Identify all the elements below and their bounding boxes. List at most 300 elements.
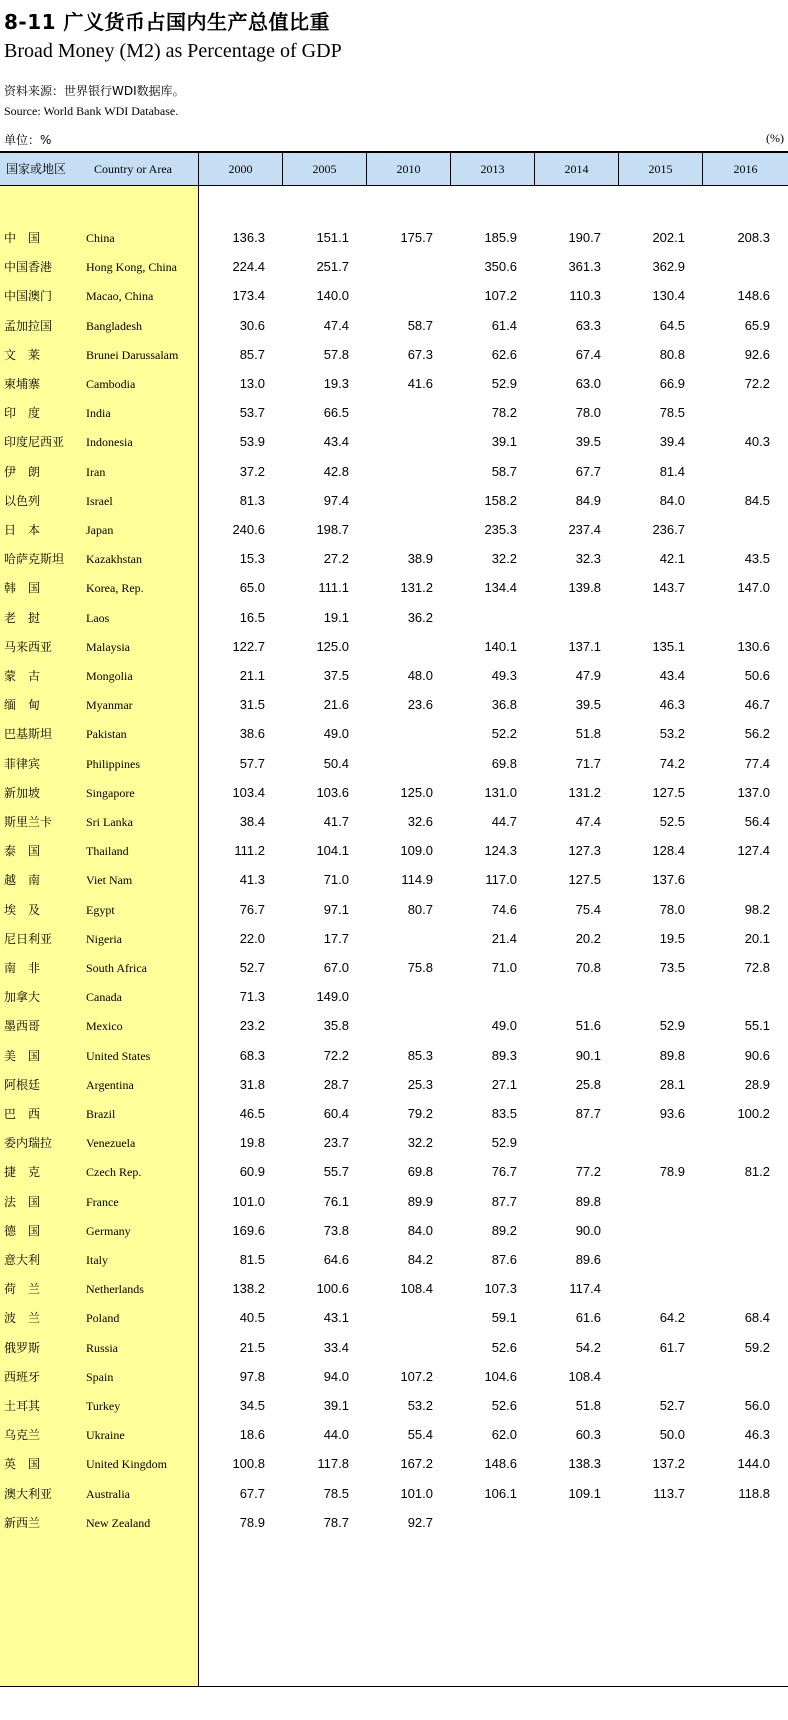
value-cell-2010: 85.3 [407, 1047, 433, 1063]
value-cell-2015: 128.4 [652, 843, 685, 859]
value-cell-2013: 89.2 [491, 1222, 517, 1238]
country-name-en: Brunei Darussalam [86, 347, 179, 362]
country-name-en: Bangladesh [86, 318, 142, 333]
value-cell-2005: 97.4 [323, 492, 349, 508]
value-cell-2013: 62.6 [491, 346, 517, 362]
value-cell-2014: 108.4 [568, 1368, 601, 1384]
value-cell-2010: 107.2 [400, 1368, 433, 1384]
country-name-cn: 以色列 [4, 493, 41, 508]
value-cell-2010: 69.8 [407, 1164, 433, 1180]
value-cell-2005: 64.6 [323, 1252, 349, 1267]
value-cell-2010: 32.6 [407, 814, 433, 829]
country-name-cn: 印度尼西亚 [4, 435, 65, 450]
value-cell-2016: 50.6 [744, 668, 770, 683]
value-cell-2014: 77.2 [575, 1164, 601, 1180]
value-cell-2005: 251.7 [316, 259, 349, 275]
country-name-cn: 日 本 [4, 523, 41, 537]
value-cell-2000: 173.4 [232, 288, 265, 304]
value-cell-2013: 32.2 [491, 551, 517, 567]
country-name-cn: 越 南 [4, 873, 41, 888]
country-name-cn: 加拿大 [4, 990, 41, 1005]
value-cell-2005: 27.2 [323, 551, 349, 567]
value-cell-2000: 40.5 [239, 1310, 265, 1326]
value-cell-2015: 78.9 [659, 1164, 685, 1180]
country-name-en: Argentina [86, 1077, 134, 1092]
country-name-cn: 伊 朗 [4, 464, 41, 479]
country-name-cn: 哈萨克斯坦 [4, 552, 65, 567]
country-name-en: Kazakhstan [86, 552, 142, 567]
country-name-cn: 捷 克 [4, 1165, 41, 1180]
value-cell-2010: 55.4 [407, 1427, 433, 1443]
value-cell-2010: 92.7 [407, 1514, 433, 1530]
country-name-cn: 美 国 [4, 1048, 41, 1063]
value-cell-2013: 131.0 [484, 784, 517, 800]
value-cell-2000: 23.2 [239, 1018, 265, 1034]
value-cell-2005: 103.6 [316, 784, 349, 800]
value-cell-2010: 48.0 [407, 668, 433, 683]
value-cell-2016: 84.5 [744, 492, 770, 508]
table-row [0, 1273, 788, 1305]
value-cell-2005: 28.7 [323, 1076, 349, 1092]
value-cell-2010: 125.0 [400, 784, 433, 800]
country-name-en: Poland [86, 1311, 120, 1326]
country-name-cn: 德 国 [4, 1223, 41, 1238]
value-cell-2005: 111.1 [318, 580, 349, 596]
value-cell-2005: 117.8 [317, 1456, 349, 1472]
value-cell-2016: 144.0 [737, 1456, 770, 1472]
value-cell-2010: 108.4 [400, 1281, 433, 1297]
country-name-en: Ukraine [86, 1428, 125, 1443]
value-cell-2010: 23.6 [407, 697, 433, 713]
value-cell-2010: 79.2 [407, 1106, 433, 1121]
value-cell-2016: 55.1 [744, 1018, 770, 1034]
table-row [0, 222, 788, 254]
table-bottom-rule [0, 1686, 788, 1687]
value-cell-2014: 51.8 [575, 1398, 601, 1413]
table-row [0, 514, 788, 546]
value-cell-2016: 40.3 [744, 434, 770, 450]
country-name-cn: 阿根廷 [4, 1077, 41, 1092]
value-cell-2000: 138.2 [232, 1281, 265, 1297]
value-cell-2010: 53.2 [407, 1398, 433, 1413]
value-cell-2013: 89.3 [491, 1047, 517, 1063]
value-cell-2005: 66.5 [323, 405, 349, 421]
table-row [0, 1069, 788, 1101]
value-cell-2010: 25.3 [407, 1076, 433, 1092]
value-cell-2014: 90.0 [575, 1222, 601, 1238]
value-cell-2014: 63.3 [575, 317, 601, 333]
table-row [0, 660, 788, 692]
value-cell-2015: 52.9 [659, 1018, 685, 1034]
value-cell-2013: 74.6 [491, 901, 517, 917]
country-name-cn: 澳大利亚 [4, 1486, 53, 1501]
value-cell-2015: 127.5 [652, 784, 685, 800]
country-name-en: Iran [86, 464, 106, 479]
value-cell-2000: 67.7 [239, 1485, 265, 1501]
value-cell-2010: 114.9 [401, 872, 433, 888]
value-cell-2005: 43.4 [323, 434, 349, 450]
value-cell-2016: 147.0 [737, 580, 770, 596]
value-cell-2014: 70.8 [575, 960, 601, 975]
table-row [0, 1156, 788, 1188]
value-cell-2013: 39.1 [491, 434, 517, 450]
value-cell-2000: 34.5 [239, 1398, 265, 1413]
table-row [0, 485, 788, 517]
country-name-en: Korea, Rep. [86, 581, 144, 596]
table-row [0, 777, 788, 809]
value-cell-2005: 55.7 [323, 1164, 349, 1180]
value-cell-2015: 84.0 [659, 492, 685, 508]
table-row [0, 1302, 788, 1334]
country-name-en: Japan [86, 523, 114, 537]
header-country-cn: 国家或地区 [6, 162, 67, 176]
source-note-en: Source: World Bank WDI Database. [4, 104, 179, 118]
country-name-cn: 土耳其 [4, 1399, 41, 1413]
country-name-en: New Zealand [86, 1515, 151, 1530]
country-name-cn: 中 国 [4, 231, 41, 245]
table-row [0, 806, 788, 838]
value-cell-2005: 100.6 [316, 1281, 349, 1297]
value-cell-2016: 68.4 [744, 1310, 770, 1326]
value-cell-2010: 167.2 [400, 1456, 433, 1472]
value-cell-2013: 124.3 [484, 843, 517, 859]
value-cell-2005: 94.0 [323, 1368, 349, 1384]
country-name-cn: 印 度 [4, 406, 41, 421]
country-name-en: Mexico [86, 1019, 123, 1034]
table-row [0, 339, 788, 371]
value-cell-2005: 39.1 [323, 1398, 349, 1413]
value-cell-2016: 90.6 [744, 1047, 770, 1063]
header-year-2010: 2010 [367, 153, 451, 185]
value-cell-2000: 16.5 [239, 609, 265, 625]
country-name-cn: 老 挝 [4, 610, 41, 625]
country-name-en: United States [86, 1048, 151, 1063]
value-cell-2000: 97.8 [239, 1368, 265, 1384]
table-row [0, 602, 788, 634]
value-cell-2013: 140.1 [484, 638, 517, 654]
country-name-cn: 荷 兰 [4, 1282, 41, 1297]
value-cell-2014: 127.3 [568, 843, 601, 859]
country-name-en: Egypt [86, 902, 115, 917]
value-cell-2014: 39.5 [575, 434, 601, 450]
value-cell-2014: 138.3 [568, 1456, 601, 1472]
value-cell-2000: 53.7 [239, 405, 265, 421]
country-name-cn: 意大利 [4, 1253, 41, 1267]
value-cell-2014: 361.3 [568, 259, 601, 275]
value-cell-2014: 139.8 [568, 580, 601, 596]
value-cell-2016: 20.1 [744, 930, 770, 946]
value-cell-2013: 52.9 [491, 1135, 517, 1151]
value-cell-2016: 59.2 [744, 1339, 770, 1355]
value-cell-2015: 53.2 [659, 726, 685, 742]
unit-label-pct: (%) [766, 131, 784, 145]
country-name-en: Viet Nam [86, 873, 133, 888]
value-cell-2015: 137.6 [652, 872, 685, 888]
value-cell-2013: 36.8 [491, 697, 517, 713]
country-name-cn: 巴基斯坦 [4, 727, 53, 742]
value-cell-2000: 122.7 [232, 638, 265, 654]
country-name-en: Canada [86, 990, 122, 1005]
value-cell-2005: 21.6 [323, 697, 349, 713]
value-cell-2014: 127.5 [568, 872, 601, 888]
value-cell-2000: 240.6 [232, 522, 265, 537]
value-cell-2000: 224.4 [232, 259, 265, 275]
value-cell-2016: 56.4 [744, 814, 770, 829]
value-cell-2000: 19.8 [239, 1135, 265, 1151]
value-cell-2000: 52.7 [239, 960, 265, 975]
country-name-cn: 泰 国 [4, 844, 41, 859]
value-cell-2016: 77.4 [744, 755, 770, 771]
value-cell-2013: 49.0 [491, 1018, 517, 1034]
country-name-cn: 墨西哥 [4, 1019, 41, 1034]
value-cell-2013: 69.8 [491, 755, 517, 771]
value-cell-2015: 61.7 [659, 1339, 685, 1355]
value-cell-2015: 50.0 [659, 1427, 685, 1443]
header-year-2005: 2005 [283, 153, 367, 185]
country-name-cn: 巴 西 [4, 1107, 41, 1121]
value-cell-2014: 25.8 [575, 1076, 601, 1092]
value-cell-2013: 104.6 [484, 1368, 517, 1384]
value-cell-2000: 38.6 [239, 726, 265, 742]
value-cell-2010: 109.0 [400, 843, 433, 859]
value-cell-2015: 43.4 [659, 668, 685, 683]
value-cell-2000: 103.4 [232, 784, 265, 800]
country-name-cn: 法 国 [4, 1194, 41, 1209]
value-cell-2015: 73.5 [659, 960, 685, 975]
value-cell-2014: 87.7 [575, 1106, 601, 1121]
country-name-cn: 缅 甸 [4, 698, 41, 713]
value-cell-2010: 36.2 [407, 609, 433, 625]
value-cell-2013: 87.7 [491, 1193, 517, 1209]
value-cell-2014: 75.4 [575, 901, 601, 917]
table-row [0, 368, 788, 400]
value-cell-2013: 62.0 [491, 1427, 517, 1443]
value-cell-2015: 236.7 [652, 522, 685, 537]
country-name-en: China [86, 231, 115, 245]
value-cell-2013: 71.0 [491, 960, 517, 975]
country-name-en: Netherlands [86, 1282, 144, 1297]
value-cell-2005: 49.0 [323, 726, 349, 742]
value-cell-2005: 42.8 [323, 463, 349, 479]
header-country-en: Country or Area [86, 153, 199, 185]
table-row [0, 1361, 788, 1393]
value-cell-2013: 61.4 [491, 317, 517, 333]
value-cell-2014: 137.1 [568, 638, 601, 654]
value-cell-2014: 190.7 [568, 230, 601, 245]
value-cell-2014: 67.4 [575, 346, 601, 362]
country-name-cn: 新加坡 [4, 785, 41, 800]
table-row [0, 1098, 788, 1130]
value-cell-2010: 32.2 [407, 1135, 433, 1151]
country-name-en: Spain [86, 1369, 114, 1384]
value-cell-2005: 78.5 [323, 1485, 349, 1501]
value-cell-2016: 100.2 [737, 1106, 770, 1121]
table-row [0, 689, 788, 721]
value-cell-2016: 98.2 [744, 901, 770, 917]
value-cell-2013: 52.6 [491, 1339, 517, 1355]
value-cell-2000: 68.3 [239, 1047, 265, 1063]
value-cell-2005: 67.0 [323, 960, 349, 975]
header-year-2016: 2016 [733, 162, 758, 176]
value-cell-2005: 33.4 [323, 1339, 349, 1355]
value-cell-2016: 137.0 [737, 784, 770, 800]
table-row [0, 1448, 788, 1480]
value-cell-2010: 84.0 [407, 1222, 433, 1238]
table-row [0, 1332, 788, 1364]
country-name-en: Czech Rep. [86, 1165, 142, 1180]
value-cell-2016: 92.6 [744, 346, 770, 362]
value-cell-2016: 127.4 [737, 843, 770, 859]
value-cell-2010: 131.2 [400, 580, 433, 596]
value-cell-2013: 52.2 [491, 726, 517, 742]
value-cell-2014: 60.3 [575, 1427, 601, 1443]
country-name-en: Hong Kong, China [86, 260, 177, 275]
value-cell-2014: 67.7 [575, 463, 601, 479]
value-cell-2000: 30.6 [239, 317, 265, 333]
value-cell-2015: 113.7 [653, 1485, 685, 1501]
country-name-en: Laos [86, 610, 110, 625]
table-row [0, 1507, 788, 1539]
value-cell-2000: 31.8 [239, 1076, 265, 1092]
table-row [0, 1390, 788, 1422]
country-name-en: Italy [86, 1253, 108, 1267]
table-row [0, 1215, 788, 1247]
value-cell-2015: 78.5 [659, 405, 685, 421]
value-cell-2000: 21.1 [239, 668, 265, 683]
value-cell-2000: 18.6 [239, 1427, 265, 1443]
value-cell-2016: 208.3 [737, 230, 770, 245]
table-row [0, 835, 788, 867]
value-cell-2010: 80.7 [407, 901, 433, 917]
value-cell-2005: 47.4 [323, 317, 349, 333]
value-cell-2014: 84.9 [575, 492, 601, 508]
value-cell-2010: 75.8 [407, 960, 433, 975]
value-cell-2013: 148.6 [484, 1456, 517, 1472]
table-row [0, 572, 788, 604]
value-cell-2015: 46.3 [659, 697, 685, 713]
country-name-cn: 波 兰 [4, 1311, 41, 1326]
value-cell-2000: 13.0 [239, 376, 265, 391]
country-name-cn: 南 非 [4, 961, 41, 975]
value-cell-2000: 31.5 [239, 697, 265, 713]
country-name-cn: 菲律宾 [4, 756, 41, 771]
table-row [0, 981, 788, 1013]
value-cell-2010: 38.9 [407, 551, 433, 567]
country-name-cn: 新西兰 [4, 1515, 41, 1530]
country-name-en: Thailand [86, 844, 129, 859]
value-cell-2013: 185.9 [484, 230, 517, 245]
value-cell-2005: 76.1 [323, 1193, 349, 1209]
value-cell-2014: 32.3 [575, 551, 601, 567]
value-cell-2000: 22.0 [239, 930, 265, 946]
country-name-en: Pakistan [86, 727, 127, 742]
country-name-en: Venezuela [86, 1136, 136, 1151]
table-row [0, 280, 788, 312]
value-cell-2000: 41.3 [239, 872, 265, 888]
value-cell-2005: 60.4 [323, 1106, 349, 1121]
table-row [0, 426, 788, 458]
value-cell-2014: 109.1 [568, 1485, 601, 1501]
value-cell-2016: 65.9 [744, 317, 770, 333]
value-cell-2013: 107.3 [484, 1281, 517, 1297]
value-cell-2000: 169.6 [232, 1222, 265, 1238]
value-cell-2005: 57.8 [323, 346, 349, 362]
country-name-en: Myanmar [86, 698, 133, 713]
value-cell-2010: 58.7 [407, 317, 433, 333]
value-cell-2013: 27.1 [491, 1076, 517, 1092]
country-name-en: Mongolia [86, 669, 133, 683]
value-cell-2000: 57.7 [239, 755, 265, 771]
value-cell-2015: 64.2 [659, 1310, 685, 1326]
value-cell-2016: 28.9 [744, 1076, 770, 1092]
country-name-cn: 斯里兰卡 [4, 815, 53, 829]
value-cell-2010: 41.6 [407, 376, 433, 391]
table-row [0, 894, 788, 926]
value-cell-2000: 101.0 [232, 1193, 265, 1209]
value-cell-2015: 93.6 [659, 1106, 685, 1121]
value-cell-2013: 83.5 [491, 1106, 517, 1121]
value-cell-2015: 64.5 [659, 317, 685, 333]
country-name-en: Cambodia [86, 377, 136, 391]
value-cell-2015: 362.9 [652, 259, 685, 275]
value-cell-2005: 17.7 [323, 930, 349, 946]
country-name-cn: 英 国 [4, 1457, 41, 1472]
value-cell-2005: 125.0 [316, 638, 349, 654]
country-name-en: Malaysia [86, 639, 130, 654]
country-name-cn: 蒙 古 [4, 669, 41, 683]
value-cell-2000: 37.2 [239, 463, 265, 479]
value-cell-2000: 38.4 [239, 814, 265, 829]
value-cell-2005: 37.5 [323, 668, 349, 683]
table-row [0, 1478, 788, 1510]
header-year-2000: 2000 [199, 153, 283, 185]
value-cell-2000: 81.3 [239, 492, 265, 508]
value-cell-2015: 78.0 [659, 901, 685, 917]
value-cell-2015: 28.1 [659, 1076, 685, 1092]
value-cell-2005: 104.1 [316, 843, 349, 859]
value-cell-2016: 56.2 [744, 726, 770, 742]
country-name-cn: 文 莱 [4, 347, 41, 362]
value-cell-2000: 136.3 [232, 230, 265, 245]
value-cell-2016: 81.2 [744, 1164, 770, 1180]
country-name-en: France [86, 1194, 119, 1209]
value-cell-2015: 80.8 [659, 346, 685, 362]
country-name-en: Australia [86, 1486, 130, 1501]
country-name-cn: 中国澳门 [4, 289, 53, 304]
value-cell-2005: 73.8 [323, 1222, 349, 1238]
value-cell-2010: 84.2 [407, 1252, 433, 1267]
table-row [0, 1040, 788, 1072]
value-cell-2015: 42.1 [659, 551, 685, 567]
country-name-cn: 俄罗斯 [4, 1340, 41, 1355]
value-cell-2000: 21.5 [239, 1339, 265, 1355]
value-cell-2013: 350.6 [484, 259, 517, 275]
data-table [0, 151, 788, 1686]
table-header [0, 151, 788, 186]
value-cell-2014: 20.2 [575, 930, 601, 946]
value-cell-2015: 130.4 [652, 288, 685, 304]
value-cell-2014: 90.1 [575, 1047, 601, 1063]
header-year-2014: 2014 [535, 153, 619, 185]
table-row [0, 397, 788, 429]
table-row [0, 1244, 788, 1276]
value-cell-2015: 89.8 [659, 1047, 685, 1063]
value-cell-2000: 81.5 [239, 1252, 265, 1267]
table-row [0, 543, 788, 575]
value-cell-2005: 19.1 [323, 609, 349, 625]
country-name-cn: 埃 及 [4, 902, 41, 917]
value-cell-2005: 149.0 [316, 989, 349, 1005]
